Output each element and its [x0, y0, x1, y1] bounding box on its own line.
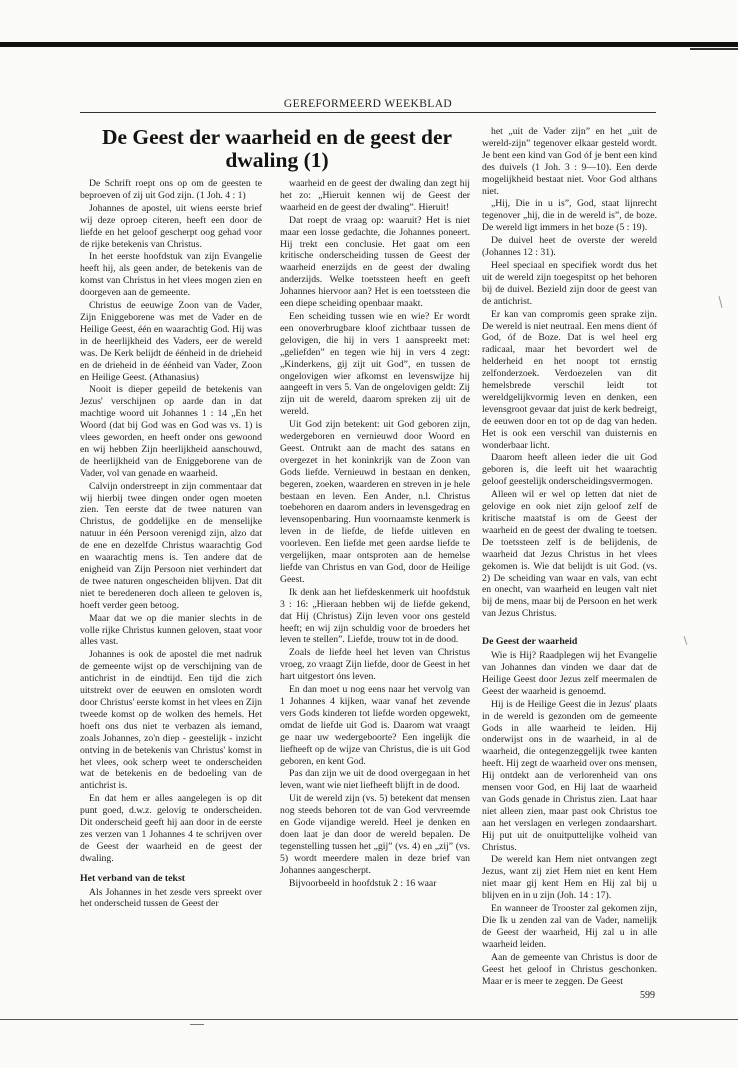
paragraph: Nooit is dieper gepeild de betekenis van Jezus' verschijnen op aarde dan in dat machtige woord uit Johannes 1 : 14 „En het Woord (dat bij God was en God was vs. 1) is vlees geworden, en heeft onder ons gewoond en wij hebben Zijn heerlijkheid aanschouwd, de heerlijkheid van de Eniggeborene van de Vader, vol van genade en waarheid. [80, 384, 262, 479]
paragraph: Zoals de liefde heel het leven van Christus vroeg, zo vraagt Zijn liefde, door de Geest in het hart uitgestort óns leven. [280, 647, 470, 683]
paragraph: „Hij, Die in u is”, God, staat lijnrecht tegenover „hij, die in de wereld is”, de boze. De wereld ligt immers in het boze (5 : 19). [482, 198, 657, 234]
paragraph: het „uit de Vader zijn” en het „uit de wereld-zijn” tegenover elkaar gesteld wordt. Je bent een kind van God óf je bent een kind des duivels (1 Joh. 3 : 9—10). Een derde mogelijkheid bestaat niet. Voor God althans niet. [482, 126, 657, 197]
page-number: 599 [640, 990, 655, 1001]
paragraph: waarheid en de geest der dwaling dan zegt hij het zo: „Hieruit kennen wij de Geest der waarheid en de geest der dwaling”. Hieruit! [280, 178, 470, 213]
paragraph: Ik denk aan het liefdeskenmerk uit hoofdstuk 3 : 16: „Hieraan hebben wij de liefde gekend, dat Hij (Christus) Zijn leven voor ons gesteld heeft; en wij zijn schuldig voor de broeders het leven te stellen”. Liefde, trouw tot in de dood. [280, 586, 470, 646]
bottom-mark [190, 1024, 204, 1025]
paragraph: Maar dat we op die manier slechts in de volle rijke Christus kunnen geloven, staat voor alles vast. [80, 612, 262, 648]
bottom-rule [0, 1019, 738, 1020]
paragraph: De wereld kan Hem niet ontvangen zegt Jezus, want zij ziet Hem niet en kent Hem niet maar gij kent Hem en Hij zal bij u blijven en in u zijn (Joh. 14 : 17). [482, 854, 657, 902]
column-1 [80, 178, 262, 911]
paragraph: Daarom heeft alleen ieder die uit God geboren is, die leeft uit het waarachtig geloof geestelijk onderscheidingsvermogen. [482, 452, 657, 488]
paragraph: Johannes is ook de apostel die met nadruk de gemeente wijst op de verschijning van de antichrist in de eindtijd. Een tijd die zich uitstrekt over de eeuwen en omsloten wordt door Christus' eerste komst in het vlees en Zijn tweede komst op de wolken des hemels. Het hoeft ons dus niet te verbazen als iemand, zoals Johannes, zo'n diep - geestelijk - inzicht ontving in de betekenis van Christus' komst in het vlees, ook scherp weet te onderscheiden wat de betekenis en de bedoeling van de antichrist is. [80, 649, 263, 792]
paragraph: De duivel heet de overste der wereld (Johannes 12 : 31). [482, 235, 657, 259]
section-heading-geest: De Geest der waarheid [482, 636, 578, 648]
top-rule [0, 42, 738, 47]
column-1-paragraphs [80, 178, 262, 865]
column-3 [482, 126, 657, 988]
paragraph: Als Johannes in het zesde vers spreekt over het onderscheid tussen de Geest der [80, 886, 262, 910]
paragraph: In het eerste hoofdstuk van zijn Evangelie heeft hij, als geen ander, de betekenis van de komst van Christus in het vlees mogen zien en doorgeven aan de gemeente. [80, 251, 262, 299]
paragraph: Wie is Hij? Raadplegen wij het Evangelie van Johannes dan vinden we daar dat de Heilige Geest door Jezus zelf meermalen de Geest der waarheid is genoemd. [482, 650, 657, 697]
paragraph: Aan de gemeente van Christus is door de Geest het geloof in Christus geschonken. Maar er is meer te zeggen. De Geest [482, 951, 657, 987]
paragraph: Calvijn onderstreept in zijn commentaar dat wij hierbij twee dingen onder ogen moeten zien. Ten eerste dat de twee naturen van Christus, de goddelijke en de menselijke natuur in één Persoon verenigd zijn, alzo dat de ene en dezelfde Christus waarachtig God en waarachtig mens is. Ten andere dat de enigheid van Zijn Persoon niet verhindert dat de twee naturen ongescheiden blijven. Dat dit niet te beredeneren doch alleen te geloven is, hoeft verder geen betoog. [80, 480, 262, 611]
article-title: De Geest der waarheid en de geest der dwaling (1) [101, 125, 453, 172]
section-heading-verband: Het verband van de tekst [80, 872, 186, 884]
column-2 [280, 178, 470, 890]
publication-header: GEREFORMEERD WEEKBLAD [283, 98, 453, 110]
paragraph: Dat roept de vraag op: waaruit? Het is niet maar een losse gedachte, die Johannes poneert. Hij trekt een conclusie. Het gaat om een kritische onderscheiding tussen de Geest der waarheid enerzijds en de geest der dwaling anderzijds. Welke toetssteen heeft en geeft Johannes hiervoor aan? Het is een toetssteen die een diepe scheiding openbaar maakt. [280, 214, 470, 310]
margin-mark [719, 296, 723, 308]
paragraph: Christus de eeuwige Zoon van de Vader, Zijn Eniggeborene was met de Vader en de Heilige Geest, één en waarachtig God. Hij was in de heerlijkheid des Vaders, eer de wereld was. De Kerk belijdt de éénheid in de drieheid en de drieheid in de éénheid van Vader, Zoon en Heilige Geest. (Athanasius) [80, 300, 262, 383]
paragraph: Er kan van compromis geen sprake zijn. De wereld is niet neutraal. Een mens dient óf God, óf de Boze. Dat is wel heel erg radicaal, maar het bevordert wel de helderheid en het noopt tot ernstig zelfonderzoek. Verdoezelen van dit hemelsbrede verschil leidt tot wereldgelijkvormig leven en denken, een levensgroot gevaar dat juist de kerk bedreigt, de eeuwen door en tot op de dag van heden. Het is ook een verschil van duisternis en wonderbaar licht. [482, 308, 657, 451]
paragraph: Johannes de apostel, uit wiens eerste brief wij deze oproep citeren, heeft een door de liefde en het geloof gescherpt oog gehad voor de rijke betekenis van Christus. [80, 202, 262, 250]
top-rule-fragment [690, 48, 738, 50]
column-2-paragraphs [280, 178, 470, 889]
paragraph: Hij is de Heilige Geest die in Jezus' plaats in de wereld is gezonden om de gemeente Gods in alle waarheid te leiden. Hij onderwijst ons in de waarheid, in al de waarheid, die ontegenzeggelijk twee kanten heeft. Hij zegt de waarheid over ons mensen, Hij ontdekt aan de verlorenheid van ons mensen voor God, en Hij laat de waarheid van Gods genade in Christus zien. Laat haar niet alleen zien, maar past ook Christus toe aan het verslagen en verlegen zondaarshart. Hij put uit de onuitputtelijke volheid van Christus. [482, 698, 657, 853]
paragraph: Bijvoorbeeld in hoofdstuk 2 : 16 waar [289, 877, 437, 889]
paragraph: Heel speciaal en specifiek wordt dus het uit de wereld zijn toegespitst op het behoren bij de duivel. Bezield zijn door de geest van de antichrist. [482, 259, 657, 307]
paragraph: De Schrift roept ons op om de geesten te beproeven of zij uit God zijn. (1 Joh. 4 : 1) [80, 178, 262, 201]
column-3-paragraphs [482, 126, 657, 620]
column-3-paragraphs-after [482, 650, 657, 987]
paragraph: En dan moet u nog eens naar het vervolg van 1 Johannes 4 kijken, waar vanaf het zevende vers Gods kinderen tot liefde worden opgewekt, omdat de liefde uit God is. Daarom wat vraagt ge naar uw wedergeboorte? Een ingelijk die liefheeft op de wijze van Christus, die is uit God geboren, en kent God. [280, 684, 470, 767]
column-1-paragraphs-after [80, 887, 262, 911]
paragraph: Pas dan zijn we uit de dood overgegaan in het leven, want wie niet liefheeft blijft in de dood. [280, 768, 470, 792]
paragraph: En wanneer de Trooster zal gekomen zijn, Die Ik u zenden zal van de Vader, namelijk de Geest der waarheid, Hij zal u in alle waarheid leiden. [482, 903, 657, 950]
margin-mark [684, 636, 688, 645]
paragraph: Alleen wil er wel op letten dat niet de gelovige en ook niet zijn geloof zelf de kritische maatstaf is om de Geest der waarheid en de geest der dwaling te toetsen. De toetssteen zelf is de belijdenis, de waarheid dat Jezus Christus in het vlees gekomen is. Wie dat belijdt is uit God. (vs. 2) De scheiding van waar en vals, van echt en onecht, van waarheid en leugen valt niet bij de mens, maar bij de Persoon en het werk van Jezus Christus. [482, 489, 657, 620]
paragraph: Uit de wereld zijn (vs. 5) betekent dat mensen nog steeds behoren tot de van God vervreemde en Gode vijandige wereld. Heel je denken en doen laat je dan door de wereld bepalen. De tegenstelling tussen het „gij” (vs. 4) en „zij” (vs. 5) wordt meerdere malen in deze brief van Johannes aangescherpt. [280, 793, 470, 876]
paragraph: Een scheiding tussen wie en wie? Er wordt een onoverbrugbare kloof zichtbaar tussen de gelovigen, die hij in vers 1 aanspreekt met: „geliefden” en tegen wie hij in vers 4 zegt: „Kinderkens, gij zijt uit God”, en tussen de ongelovigen wier afkomst en levenswijze hij aangeeft in vers 5. Van de ongelovigen geldt: Zij zijn uit de wereld, daarom spreken zij uit de wereld. [280, 310, 470, 418]
header-rule [80, 112, 656, 113]
paragraph: Uit God zijn betekent: uit God geboren zijn, wedergeboren en vernieuwd door Woord en Geest. Ontrukt aan de macht des satans en overgezet in het koninkrijk van de Zoon van Gods liefde. Vernieuwd in bestaan en denken, begeren, zoeken, waarderen en streven in je hele bestaan en leven. Een Ander, n.l. Christus toebehoren en daarom anders in levensgedrag en levensopenbaring. Hun voornaamste kenmerk is leven in de liefde, de liefde uitleven en voorleven. Een liefde met geen aardse liefde te vergelijken, maar ontsproten aan de hemelse liefde van Christus en van God, door de Heilige Geest. [280, 419, 470, 585]
paragraph: En dat hem er alles aangelegen is op dit punt goed, d.w.z. gelovig te onderscheiden. Dit onderscheid geeft hij aan door in de eerste zes verzen van 1 Johannes 4 te schrijven over de Geest der waarheid en de geest der dwaling. [80, 793, 262, 864]
